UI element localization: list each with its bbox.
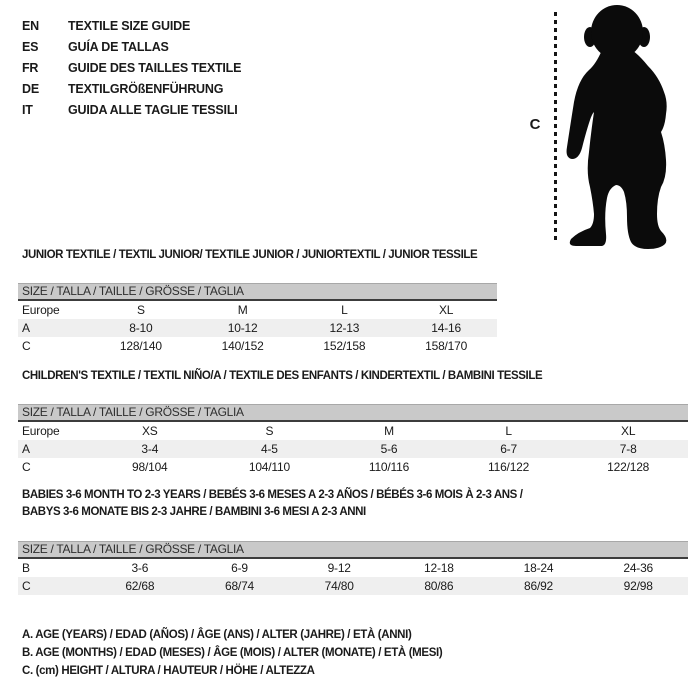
age-cell: 10-12 [227,321,258,335]
height-measure-dashed-line [554,12,557,244]
age-cell: 8-10 [129,321,153,335]
language-code: EN [22,19,39,33]
table-row [18,440,688,458]
footnote-height-cm: C. (cm) HEIGHT / ALTURA / HAUTEUR / HÖHE / ALTEZZA [22,665,315,677]
size-cell: L [505,424,512,438]
list-item [22,79,241,100]
list-item [22,58,241,79]
size-cell: XL [438,303,454,317]
table-row [18,422,688,440]
age-cell: 6-9 [231,561,248,575]
height-cell: 128/140 [119,339,162,353]
guide-title: GUIDA ALLE TAGLIE TESSILI [68,103,238,117]
footnote-age-years: A. AGE (YEARS) / EDAD (AÑOS) / ÂGE (ANS) / ALTER (JAHRE) / ETÀ (ANNI) [22,629,412,641]
guide-title: GUÍA DE TALLAS [68,40,169,54]
toddler-silhouette-icon [562,2,700,252]
language-title-list [22,16,241,121]
size-cell: M [384,424,394,438]
height-cell: 104/110 [248,460,290,474]
size-cell: S [136,303,145,317]
age-cell: 24-36 [623,561,654,575]
language-code: ES [22,40,39,54]
children-table-title: CHILDREN'S TEXTILE / TEXTIL NIÑO/A / TEXTILE DES ENFANTS / KINDERTEXTIL / BAMBINI TESSILE [22,370,543,382]
row-label: C [22,579,31,593]
height-measure-label: C [529,116,541,133]
size-header-bar: SIZE / TALLA / TAILLE / GRÖSSE / TAGLIA [18,283,497,301]
age-cell: 9-12 [327,561,351,575]
row-label: Europe [22,303,60,317]
legend-footnotes [22,626,442,680]
age-cell: 12-13 [329,321,360,335]
age-cell: 5-6 [380,442,398,456]
guide-title: GUIDE DES TAILLES TEXTILE [68,61,242,75]
row-label: B [22,561,30,575]
list-item [22,16,241,37]
age-cell: 18-24 [523,561,554,575]
size-cell: XL [621,424,636,438]
language-code: FR [22,61,39,75]
height-measurement-figure [510,0,700,258]
age-cell: 3-6 [131,561,149,575]
babies-table-title [22,487,523,521]
age-cell: 6-7 [500,442,517,456]
table-row [18,458,688,476]
height-cell: 158/170 [425,339,468,353]
row-label: A [22,321,30,335]
table-row [18,577,688,595]
babies-size-table [18,541,688,595]
size-header-bar: SIZE / TALLA / TAILLE / GRÖSSE / TAGLIA [18,541,688,559]
language-code: DE [22,82,39,96]
height-cell: 68/74 [224,579,255,593]
height-cell: 122/128 [607,460,650,474]
size-cell: XS [141,424,158,438]
table-row [18,301,497,319]
babies-title-line1: BABIES 3-6 MONTH TO 2-3 YEARS / BEBÉS 3-6 MESES A 2-3 AÑOS / BÉBÉS 3-6 MOIS À 2-3 ANS / [22,489,523,501]
row-label: C [22,339,31,353]
height-cell: 62/68 [125,579,155,593]
size-cell: L [341,303,348,317]
table-row [18,559,688,577]
height-cell: 140/152 [221,339,264,353]
height-cell: 86/92 [524,579,554,593]
age-cell: 4-5 [261,442,278,456]
size-cell: S [265,424,274,438]
height-cell: 98/104 [132,460,168,474]
language-code: IT [22,103,33,117]
size-header-bar: SIZE / TALLA / TAILLE / GRÖSSE / TAGLIA [18,404,688,422]
height-cell: 74/80 [324,579,354,593]
row-label: C [22,460,31,474]
row-label: Europe [22,424,60,438]
height-cell: 152/158 [323,339,366,353]
guide-title: TEXTILE SIZE GUIDE [68,19,191,33]
height-cell: 80/86 [424,579,454,593]
height-cell: 92/98 [623,579,653,593]
height-cell: 110/116 [368,460,410,474]
list-item [22,100,241,121]
babies-title-line2: BABYS 3-6 MONATE BIS 2-3 JAHRE / BAMBINI 3-6 MESI A 2-3 ANNI [22,506,366,518]
table-row [18,319,497,337]
table-row [18,337,497,355]
footnote-age-months: B. AGE (MONTHS) / EDAD (MESES) / ÂGE (MOIS) / ALTER (MONATE) / ETÀ (MESI) [22,647,443,659]
junior-size-table [18,283,497,355]
age-cell: 14-16 [431,321,461,335]
age-cell: 12-18 [424,561,454,575]
junior-table-title: JUNIOR TEXTILE / TEXTIL JUNIOR/ TEXTILE JUNIOR / JUNIORTEXTIL / JUNIOR TESSILE [22,249,478,261]
children-size-table [18,404,688,476]
guide-title: TEXTILGRÖßENFÜHRUNG [68,82,224,96]
height-cell: 116/122 [488,460,530,474]
size-cell: M [237,303,248,317]
list-item [22,37,241,58]
age-cell: 7-8 [619,442,637,456]
age-cell: 3-4 [141,442,159,456]
row-label: A [22,442,30,456]
